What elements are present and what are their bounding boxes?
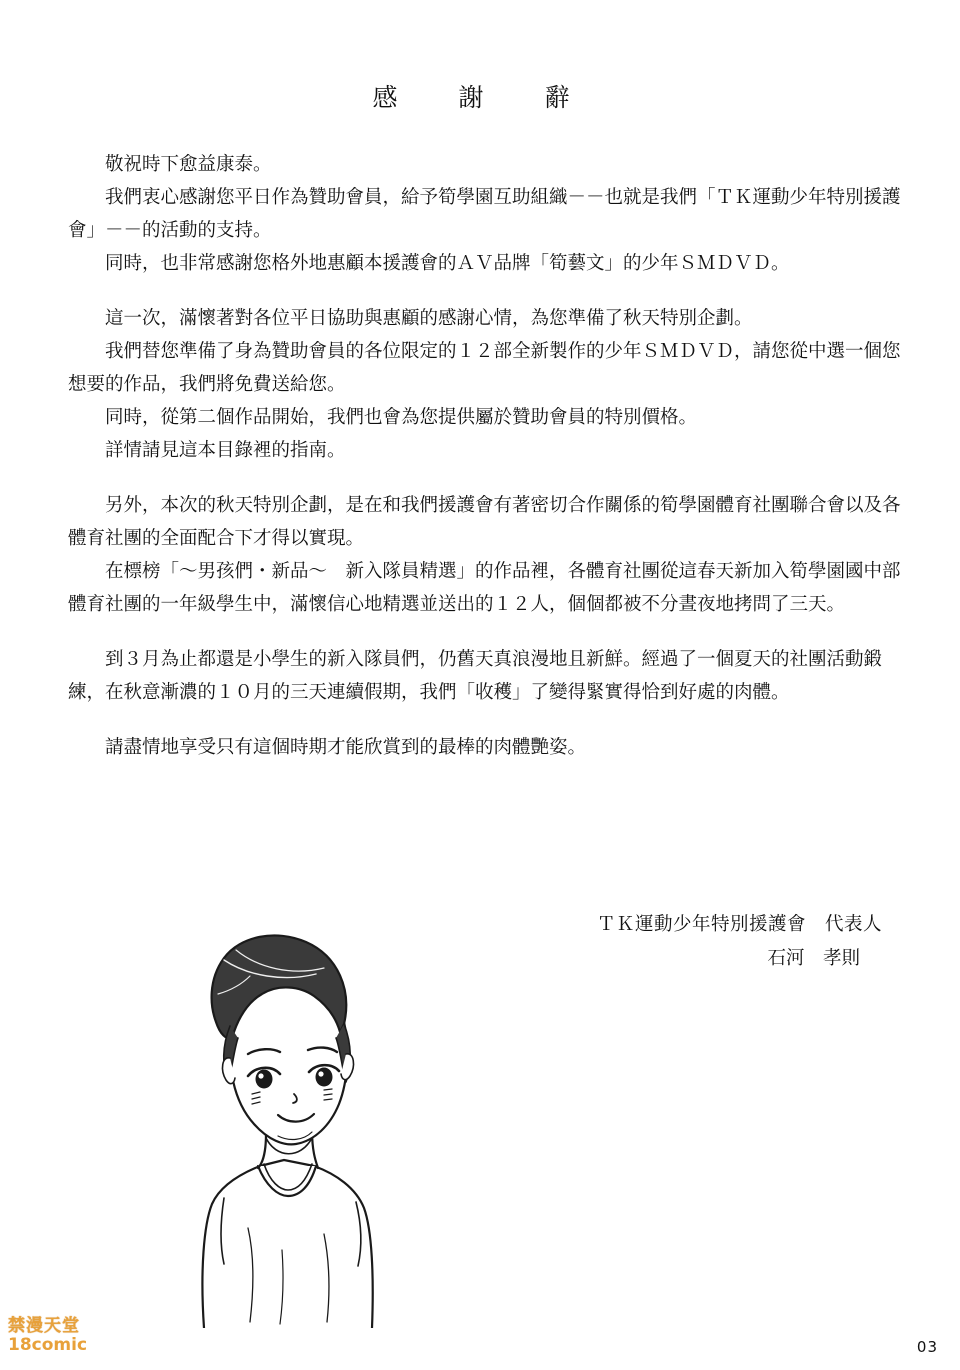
paragraph: 我們替您準備了身為贊助會員的各位限定的１２部全新製作的少年ＳＭＤＶＤ，請您從中選一個您想要的作品，我們將免費送給您。	[68, 341, 901, 395]
paragraph: 詳情請見這本目錄裡的指南。	[105, 440, 346, 461]
paragraph: 同時，也非常感謝您格外地惠顧本援護會的ＡＶ品牌「筍藝文」的少年ＳＭＤＶＤ。	[105, 253, 790, 274]
paragraph: 這一次，滿懷著對各位平日協助與惠顧的感謝心情，為您準備了秋天特別企劃。	[105, 308, 753, 329]
paragraph: 我們衷心感謝您平日作為贊助會員，給予筍學園互助組織－－也就是我們「ＴＫ運動少年特別援護會」－－的活動的支持。	[68, 187, 901, 241]
paragraph: 在標榜「～男孩們・新品～ 新入隊員精選」的作品裡，各體育社團從這春天新加入筍學園國中部體育社團的一年級學生中，滿懷信心地精選並送出的１２人，個個都被不分晝夜地拷問了三天。	[68, 561, 901, 615]
site-watermark	[8, 1318, 104, 1362]
letter-body	[68, 148, 906, 764]
page-title: 感 謝 辭	[372, 83, 588, 112]
paragraph: 另外，本次的秋天特別企劃，是在和我們援護會有著密切合作關係的筍學園體育社團聯合會以及各體育社團的全面配合下才得以實現。	[68, 495, 901, 549]
signature-organization: ＴＫ運動少年特別援護會 代表人	[596, 914, 882, 935]
paragraph: 到３月為止都還是小學生的新入隊員們，仍舊天真浪漫地且新鮮。經過了一個夏天的社團活動鍛練，在秋意漸濃的１０月的三天連續假期，我們「收穫」了變得緊實得恰到好處的肉體。	[68, 649, 883, 703]
page-number: 03	[916, 1338, 938, 1356]
paragraph: 請盡情地享受只有這個時期才能欣賞到的最棒的肉體艷姿。	[105, 737, 587, 758]
paragraph: 敬祝時下愈益康泰。	[105, 154, 272, 175]
watermark-line-1: 禁漫天堂	[8, 1316, 80, 1336]
paragraph: 同時，從第二個作品開始，我們也會為您提供屬於贊助會員的特別價格。	[105, 407, 698, 428]
watermark-line-2: 18comic	[8, 1335, 88, 1355]
boy-portrait-illustration	[108, 898, 438, 1328]
signature-name: 石河 孝則	[767, 948, 860, 969]
